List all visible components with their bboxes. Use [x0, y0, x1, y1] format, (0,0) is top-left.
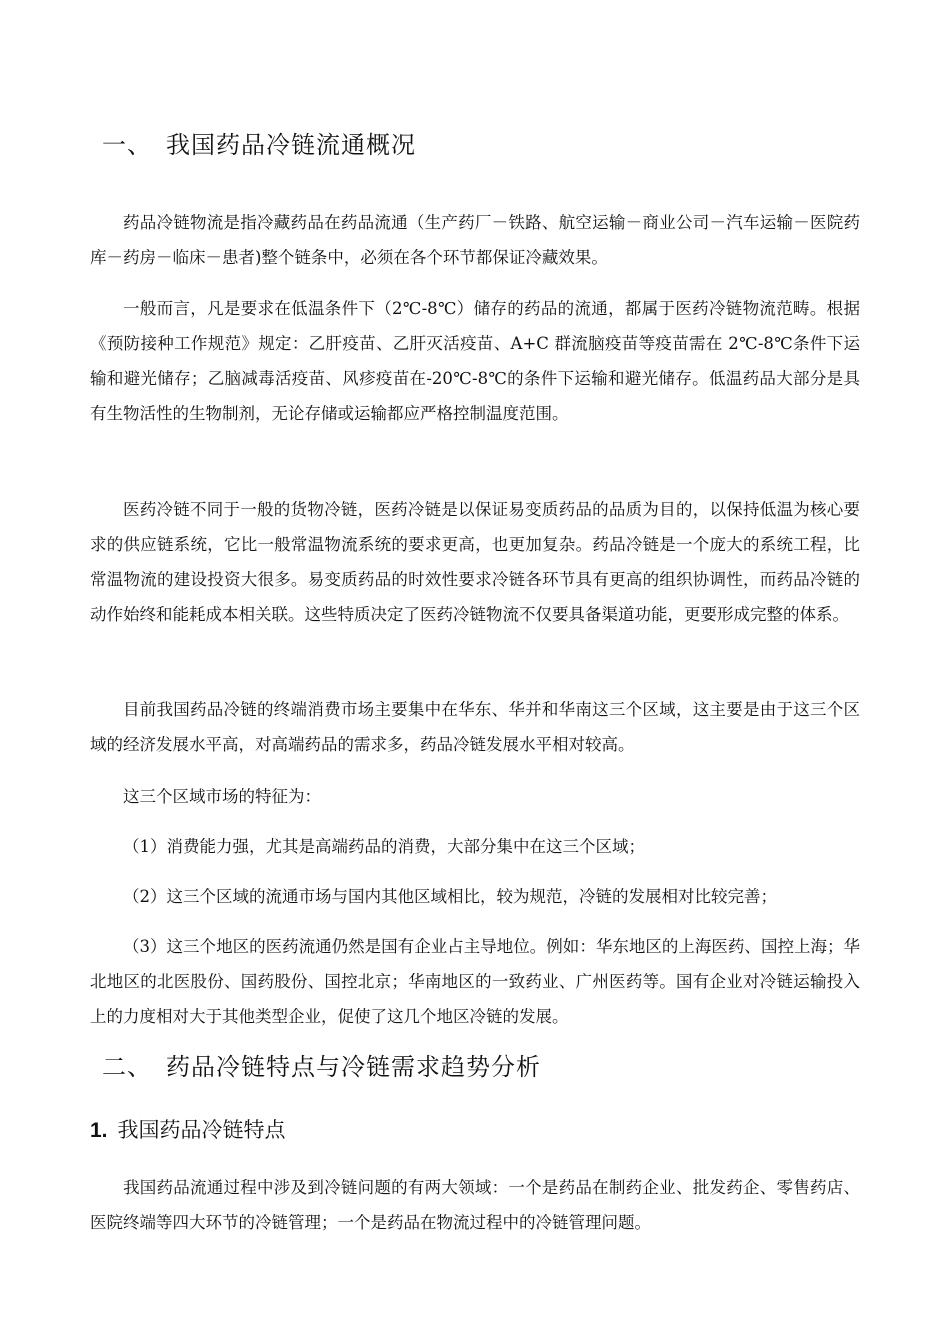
section-heading-1 [102, 130, 416, 160]
section-title: 我国药品冷链流通概况 [166, 131, 416, 159]
section-number: 一、 [102, 131, 152, 159]
paragraph-region-features-intro: 这三个区域市场的特征为： [123, 787, 321, 806]
section-title: 药品冷链特点与冷链需求趋势分析 [166, 1053, 541, 1081]
paragraph-cold-chain-difference: 医药冷链不同于一般的货物冷链，医药冷链是以保证易变质药品的品质为目的，以保持低温为核心要求的供应链系统，它比一般常温物流系统的要求更高，也更加复杂。药品冷链是一个庞大的系统工程，比常温物流的建设投资大很多。易变质药品的时效性要求冷链各环节具有更高的组织协调性，而药品冷链的动作始终和能耗成本相关联。这些特质决定了医药冷链物流不仅要具备渠道功能，更要形成完整的体系。 [90, 500, 860, 624]
paragraph-temperature-range: 一般而言，凡是要求在低温条件下（2℃-8℃）储存的药品的流通，都属于医药冷链物流范畴。根据《预防接种工作规范》规定：乙肝疫苗、乙肝灭活疫苗、A+C 群流脑疫苗等疫苗需在 2℃-8℃条件下运输和避光储存；乙脑减毒活疫苗、风疹疫苗在-20℃-8℃的条件下运输和避光储存。低温药品大部分是具有生物活性的生物制剂，无论存储或运输都应严格控制温度范围。 [90, 299, 860, 423]
section-number: 二、 [102, 1053, 152, 1081]
list-item-feature-2: （2）这三个区域的流通市场与国内其他区域相比，较为规范，冷链的发展相对比较完善； [123, 887, 777, 906]
list-item-feature-1: （1）消费能力强，尤其是高端药品的消费，大部分集中在这三个区域； [123, 837, 645, 856]
paragraph-market-regions: 目前我国药品冷链的终端消费市场主要集中在华东、华并和华南这三个区域，这主要是由于这三个区域的经济发展水平高，对高端药品的需求多，药品冷链发展水平相对较高。 [90, 700, 860, 754]
subsection-number: 1. [90, 1119, 108, 1142]
subsection-heading-1 [90, 1116, 286, 1145]
list-item-feature-3: （3）这三个地区的医药流通仍然是国有企业占主导地位。例如：华东地区的上海医药、国控上海；华北地区的北医股份、国药股份、国控北京；华南地区的一致药业、广州医药等。国有企业对冷链运输投入上的力度相对大于其他类型企业，促使了这几个地区冷链的发展。 [90, 937, 860, 1026]
section-heading-2 [102, 1052, 541, 1082]
paragraph-cold-chain-definition: 药品冷链物流是指冷藏药品在药品流通（生产药厂－铁路、航空运输－商业公司－汽车运输－医院药库－药房－临床－患者)整个链条中，必须在各个环节都保证冷藏效果。 [90, 213, 860, 267]
paragraph-two-domains: 我国药品流通过程中涉及到冷链问题的有两大领域：一个是药品在制药企业、批发药企、零售药店、医院终端等四大环节的冷链管理；一个是药品在物流过程中的冷链管理问题。 [90, 1178, 860, 1232]
subsection-title: 我国药品冷链特点 [117, 1118, 286, 1142]
